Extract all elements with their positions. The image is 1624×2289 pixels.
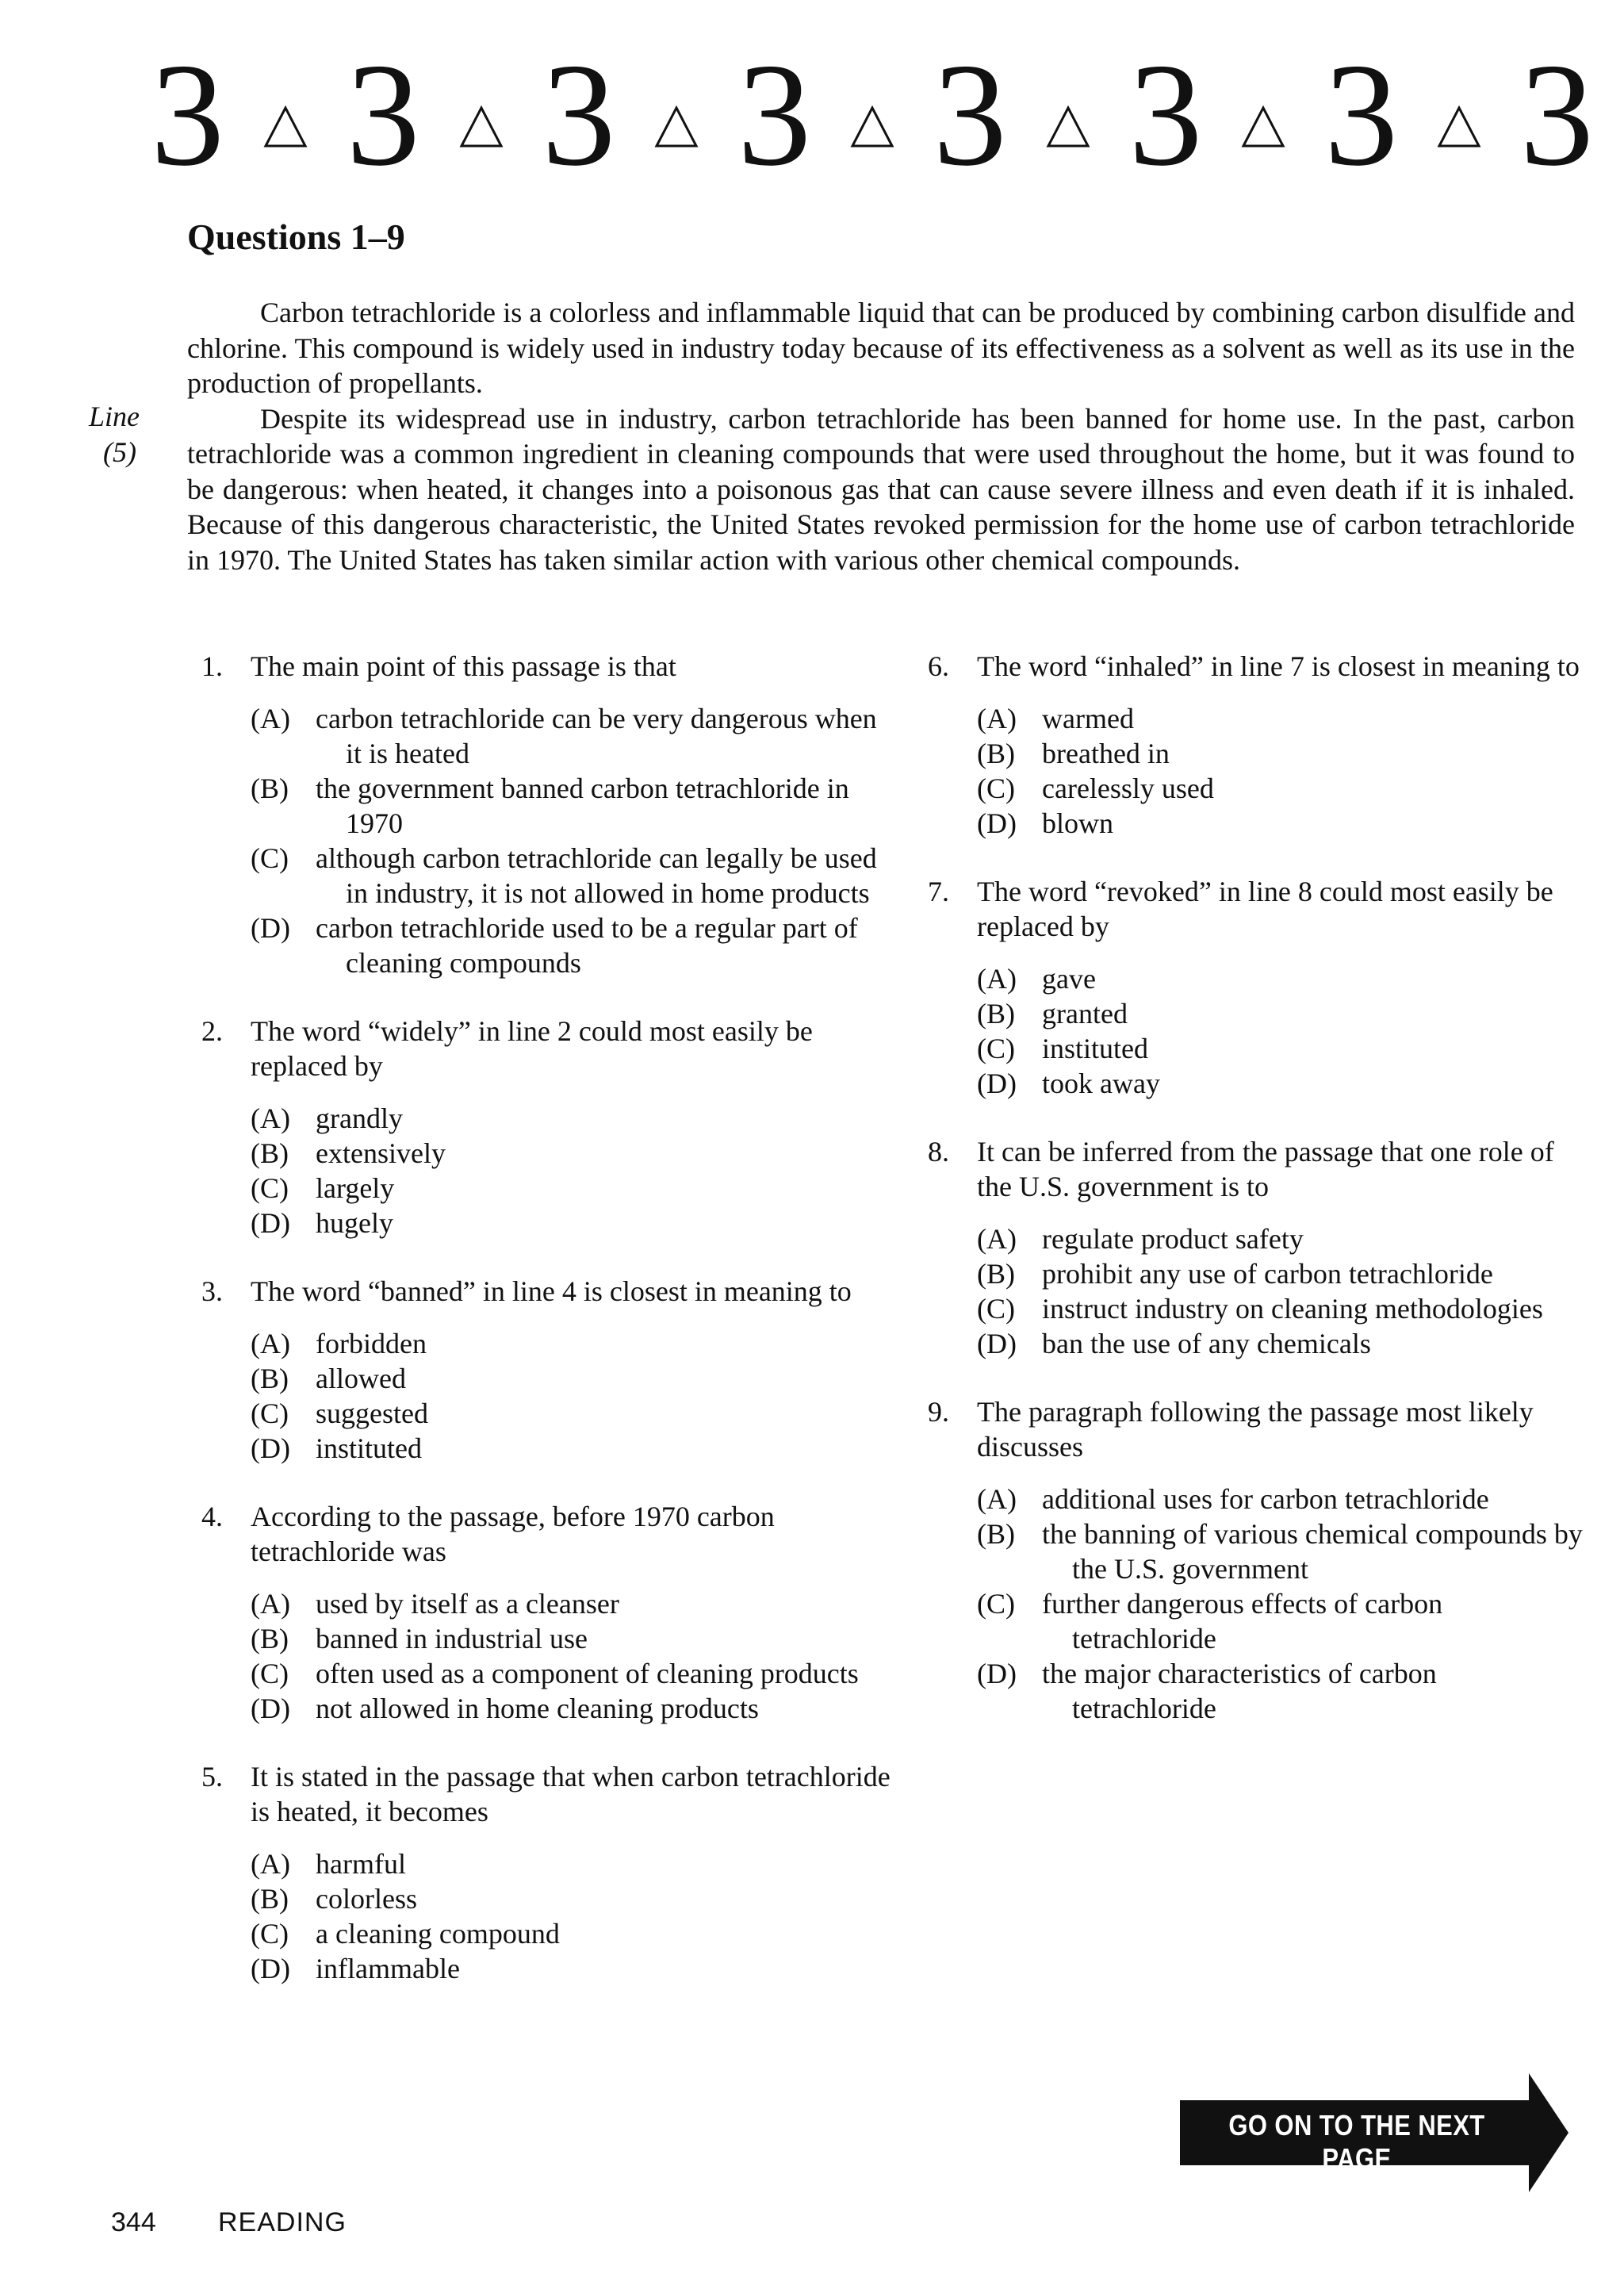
answer-option[interactable] [977,1221,1586,1256]
option-text: carbon tetrachloride used to be a regular part of cleaning compounds [316,912,858,979]
answer-option[interactable] [251,701,899,771]
option-label: (C) [977,1033,1015,1064]
banner-number: 3 [151,33,224,197]
question-number: 9. [928,1396,949,1428]
option-text: the banning of various chemical compounds by the U.S. government [1042,1518,1583,1585]
question-stem: The word “revoked” in line 8 could most easily be replaced by [977,876,1553,942]
answer-option[interactable] [251,1916,899,1951]
option-text: extensively [316,1137,446,1169]
answer-option[interactable] [977,1516,1586,1586]
banner-number: 3 [1519,33,1594,197]
option-label: (D) [251,912,290,944]
option-label: (D) [251,1432,290,1464]
question-number: 6. [928,650,949,682]
answer-option[interactable] [251,1951,899,1986]
questions-right-column [928,649,1586,1759]
option-label: (C) [251,1172,289,1204]
option-label: (B) [977,738,1015,769]
option-label: (D) [251,1693,290,1724]
option-text: regulate product safety [1042,1223,1304,1255]
option-label: (A) [977,963,1017,995]
answer-option[interactable] [977,701,1586,736]
option-text: instituted [1042,1033,1148,1064]
answer-option[interactable] [251,1206,899,1240]
option-label: (D) [977,1658,1017,1689]
reading-passage [187,295,1575,577]
answer-option[interactable] [251,1691,899,1726]
option-text: gave [1042,963,1096,995]
answer-option[interactable] [977,1291,1586,1326]
question-8 [928,1134,1586,1361]
option-text: instruct industry on cleaning methodologies [1042,1293,1543,1325]
question-stem: It can be inferred from the passage that one role of the U.S. government is to [977,1136,1554,1202]
answer-option[interactable] [251,1656,899,1691]
answer-option[interactable] [251,771,899,841]
option-label: (D) [977,1328,1017,1359]
answer-option[interactable] [251,1586,899,1621]
question-7 [928,874,1586,1101]
option-text: took away [1042,1068,1160,1099]
triangle-icon [1437,105,1481,149]
answer-option[interactable] [977,806,1586,841]
question-number: 4. [201,1501,223,1532]
option-text: carelessly used [1042,773,1214,804]
option-text: inflammable [316,1953,460,1984]
answer-option[interactable] [251,1431,899,1466]
answer-option[interactable] [977,1326,1586,1361]
option-label: (C) [251,1658,289,1689]
banner-number: 3 [737,33,812,197]
triangle-icon [1046,105,1090,149]
option-text: often used as a component of cleaning products [316,1658,859,1689]
triangle-icon [850,105,894,149]
option-label: (C) [251,842,289,874]
question-2 [201,1014,899,1240]
passage-paragraph-2: Despite its widespread use in industry, carbon tetrachloride has been banned for home use. In the past, carbon tetrachloride was a common ingredient in cleaning compounds that were used throughout the home, but it was found to be dangerous: when heated, it changes into a poisonous gas that can cause severe illness and even death if it is inhaled. Because of this dangerous characteristic, the United States revoked permission for the home use of carbon tetrachloride in 1970. The United States has taken similar action with various other chemical compounds. [187,402,1575,576]
option-text: blown [1042,807,1113,839]
option-label: (D) [977,807,1017,839]
questions-title: Questions 1–9 [187,217,405,257]
option-text: breathed in [1042,738,1170,769]
option-text: forbidden [316,1328,427,1359]
answer-option[interactable] [251,1396,899,1431]
option-label: (B) [251,1137,289,1169]
option-text: banned in industrial use [316,1623,588,1654]
questions-left-column [201,649,899,2019]
banner-number: 3 [1324,33,1399,197]
option-label: (A) [977,1223,1017,1255]
option-label: (A) [977,1483,1017,1515]
option-label: (C) [977,1293,1015,1325]
option-label: (B) [251,773,289,804]
question-stem: According to the passage, before 1970 carbon tetrachloride was [251,1501,775,1567]
answer-option[interactable] [977,1031,1586,1066]
answer-option[interactable] [977,961,1586,996]
answer-option[interactable] [977,1586,1586,1656]
question-stem: The main point of this passage is that [251,650,676,682]
section-name: READING [218,2207,347,2237]
banner-number: 3 [542,33,616,197]
answer-option[interactable] [251,1361,899,1396]
option-text: carbon tetrachloride can be very dangerous when it is heated [316,703,877,769]
option-label: (B) [977,1258,1015,1290]
option-label: (D) [251,1207,290,1239]
question-1 [201,649,899,980]
option-text: allowed [316,1363,406,1394]
option-label: (D) [977,1068,1017,1099]
option-label: (A) [251,1848,290,1880]
answer-option[interactable] [251,1621,899,1656]
answer-option[interactable] [977,771,1586,806]
answer-option[interactable] [251,1101,899,1136]
question-number: 1. [201,650,223,682]
banner-number: 3 [346,33,420,197]
option-label: (A) [251,1102,290,1134]
option-text: further dangerous effects of carbon tetrachloride [1042,1588,1443,1654]
passage-paragraph-1: Carbon tetrachloride is a colorless and inflammable liquid that can be produced by combining carbon disulfide and chlorine. This compound is widely used in industry today because of its effectiveness as a solvent as well as its use in the production of propellants. [187,297,1575,399]
question-number: 2. [201,1015,223,1047]
answer-option[interactable] [977,1256,1586,1291]
triangle-icon [263,105,308,149]
option-text: the government banned carbon tetrachloride in 1970 [316,773,849,839]
option-text: prohibit any use of carbon tetrachloride [1042,1258,1493,1290]
option-label: (A) [251,1328,290,1359]
answer-option[interactable] [977,1482,1586,1516]
answer-option[interactable] [251,1171,899,1206]
line-marker-number: (5) [103,436,136,468]
option-text: instituted [316,1432,422,1464]
question-number: 3. [201,1275,223,1307]
question-5 [201,1759,899,1986]
answer-option[interactable] [251,841,899,911]
answer-option[interactable] [977,736,1586,771]
answer-option[interactable] [251,911,899,980]
option-label: (C) [251,1398,289,1429]
answer-option[interactable] [977,996,1586,1031]
option-label: (A) [977,703,1017,734]
option-label: (B) [977,1518,1015,1550]
banner-number: 3 [933,33,1007,197]
option-label: (B) [251,1623,289,1654]
line-marker-label: Line [89,401,140,432]
option-label: (A) [251,703,290,734]
triangle-icon [1241,105,1285,149]
question-number: 8. [928,1136,949,1168]
option-text: not allowed in home cleaning products [316,1693,759,1724]
question-stem: It is stated in the passage that when carbon tetrachloride is heated, it becomes [251,1761,891,1827]
question-stem: The word “inhaled” in line 7 is closest in meaning to [977,650,1580,682]
option-text: colorless [316,1883,417,1915]
option-text: granted [1042,998,1128,1029]
answer-option[interactable] [251,1136,899,1171]
question-3 [201,1274,899,1466]
question-number: 7. [928,876,949,907]
triangle-icon [654,105,699,149]
triangle-icon [459,105,504,149]
question-6 [928,649,1586,841]
next-page-label[interactable]: GO ON TO THE NEXT PAGE [1228,2109,1485,2175]
option-label: (A) [251,1588,290,1620]
option-label: (B) [977,998,1015,1029]
option-label: (B) [251,1883,289,1915]
option-text: the major characteristics of carbon tetrachloride [1042,1658,1437,1724]
option-text: hugely [316,1207,393,1239]
question-stem: The word “widely” in line 2 could most easily be replaced by [251,1015,813,1082]
option-label: (B) [251,1363,289,1394]
option-text: suggested [316,1398,428,1429]
option-text: largely [316,1172,395,1204]
answer-option[interactable] [977,1656,1586,1726]
option-label: (C) [977,773,1015,804]
answer-option[interactable] [251,1846,899,1881]
option-text: harmful [316,1848,406,1880]
option-text: although carbon tetrachloride can legally be used in industry, it is not allowed in home products [316,842,877,909]
option-text: additional uses for carbon tetrachloride [1042,1483,1489,1515]
page-number: 344 [111,2207,156,2237]
question-9 [928,1394,1586,1726]
option-label: (D) [251,1953,290,1984]
question-stem: The word “banned” in line 4 is closest in meaning to [251,1275,852,1307]
question-stem: The paragraph following the passage most likely discusses [977,1396,1534,1463]
option-label: (C) [977,1588,1015,1620]
banner-number: 3 [1128,33,1203,197]
answer-option[interactable] [251,1326,899,1361]
question-number: 5. [201,1761,223,1792]
answer-option[interactable] [251,1881,899,1916]
section-banner [151,33,1594,197]
option-text: ban the use of any chemicals [1042,1328,1371,1359]
option-label: (C) [251,1918,289,1950]
option-text: grandly [316,1102,403,1134]
option-text: warmed [1042,703,1134,734]
option-text: a cleaning compound [316,1918,560,1950]
question-4 [201,1499,899,1726]
answer-option[interactable] [977,1066,1586,1101]
option-text: used by itself as a cleanser [316,1588,619,1620]
